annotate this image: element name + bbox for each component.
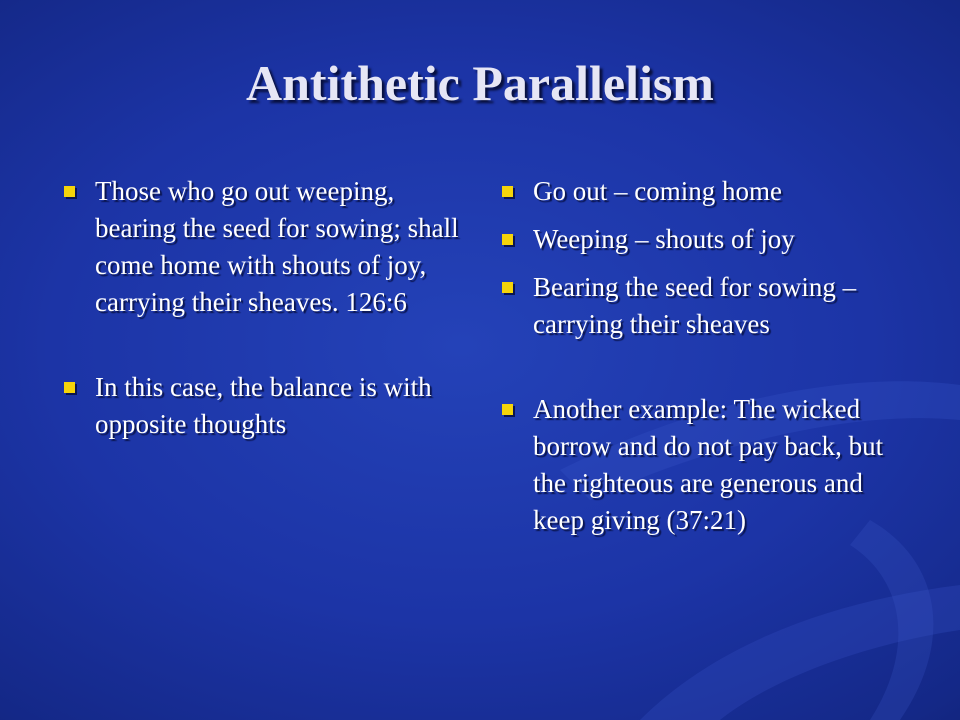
bullet-text: Another example: The wicked borrow and do not pay back, but the righteous are generous and keep giving (37:21): [533, 394, 884, 535]
right-bullet-item: [500, 391, 920, 539]
square-bullet-icon: [502, 282, 513, 293]
bullet-text: Go out – coming home: [533, 176, 782, 206]
square-bullet-icon: [64, 186, 75, 197]
right-bullet-item: [500, 173, 920, 210]
bullet-text: Those who go out weeping, bearing the seed for sowing; shall come home with shouts of joy, carrying their sheaves. 126:6: [95, 176, 459, 317]
right-bullet-item: [500, 221, 920, 258]
square-bullet-icon: [502, 186, 513, 197]
bullet-text: Weeping – shouts of joy: [533, 224, 795, 254]
left-bullet-list: [62, 173, 462, 443]
bullet-text: In this case, the balance is with opposite thoughts: [95, 372, 432, 439]
slide-title: Antithetic Parallelism: [246, 55, 714, 111]
square-bullet-icon: [64, 382, 75, 393]
bullet-text: Bearing the seed for sowing – carrying their sheaves: [533, 272, 857, 339]
right-bullet-list: [500, 173, 920, 539]
square-bullet-icon: [502, 404, 513, 415]
right-bullet-item: [500, 269, 920, 343]
left-bullet-item: [62, 369, 462, 443]
left-bullet-item: [62, 173, 462, 321]
square-bullet-icon: [502, 234, 513, 245]
